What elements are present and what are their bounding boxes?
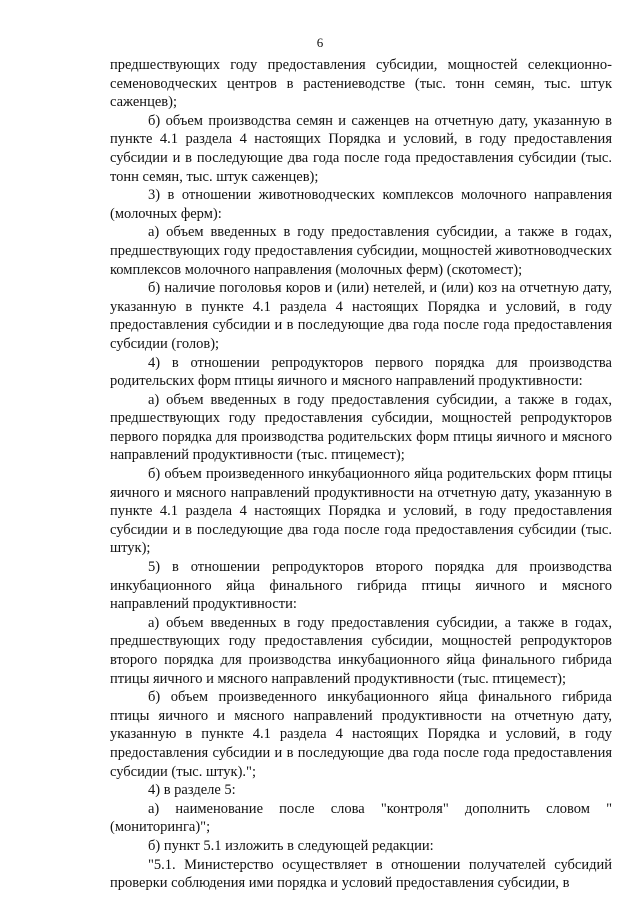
- paragraph: 4) в отношении репродукторов первого порядка для производства родительских форм птицы яичного и мясного направлений продуктивности:: [110, 354, 612, 390]
- paragraph: б) объем произведенного инкубационного яйца финального гибрида птицы яичного и мясного направлений продуктивности на отчетную дату, указанную в пункте 4.1 раздела 4 настоящих Порядка и условий, в году предоставления субсидии и в последующие два года после года предоставления субсидии (тыс. штук).";: [110, 689, 612, 780]
- paragraph: б) пункт 5.1 изложить в следующей редакции:: [148, 837, 434, 854]
- page-number: 6: [316, 35, 324, 50]
- paragraph: "5.1. Министерство осуществляет в отношении получателей субсидий проверки соблюдения ими порядка и условий предоставления субсидии, в: [110, 856, 612, 892]
- paragraph: б) наличие поголовья коров и (или) нетелей, и (или) коз на отчетную дату, указанную в пункте 4.1 раздела 4 настоящих Порядка и условий, в году предоставления субсидии и в последующие два года после года предоставления субсидии (голов);: [110, 280, 612, 352]
- document-body: [110, 56, 612, 893]
- paragraph: предшествующих году предоставления субсидии, мощностей селекционно-семеноводческих центров в растениеводстве (тыс. тонн семян, тыс. штук саженцев);: [110, 57, 612, 111]
- paragraph: б) объем производства семян и саженцев на отчетную дату, указанную в пункте 4.1 раздела 4 настоящих Порядка и условий, в году предоставления субсидии и в последующие два года после года предоставления субсидии (тыс. тонн семян, тыс. штук саженцев);: [110, 112, 612, 185]
- paragraph: а) объем введенных в году предоставления субсидии, а также в годах, предшествующих году предоставления субсидии, мощностей репродукторов первого порядка для производства родительских форм птицы яичного и мясного направлений продуктивности (тыс. птицемест);: [110, 391, 612, 464]
- paragraph: б) объем произведенного инкубационного яйца родительских форм птицы яичного и мясного направлений продуктивности на отчетную дату, указанную в пункте 4.1 раздела 4 настоящих Порядка и условий, в году предоставления субсидии и в последующие два года после года предоставления субсидии (тыс. штук);: [110, 466, 612, 557]
- paragraph: 3) в отношении животноводческих комплексов молочного направления (молочных ферм):: [110, 187, 612, 222]
- paragraph: а) объем введенных в году предоставления субсидии, а также в годах, предшествующих году предоставления субсидии, мощностей репродукторов второго порядка для производства инкубационного яйца финального гибрида птицы яичного и мясного направлений продуктивности (тыс. птицемест);: [110, 614, 612, 687]
- paragraph: а) объем введенных в году предоставления субсидии, а также в годах, предшествующих году предоставления субсидии, мощностей животноводческих комплексов молочного направления (молочных ферм) (скотомест);: [110, 224, 612, 278]
- paragraph: а) наименование после слова "контроля" дополнить словом "(мониторинга)";: [110, 800, 612, 836]
- paragraph: 5) в отношении репродукторов второго порядка для производства инкубационного яйца финального гибрида птицы яичного и мясного направлений продуктивности:: [110, 559, 612, 613]
- paragraph: 4) в разделе 5:: [148, 782, 236, 799]
